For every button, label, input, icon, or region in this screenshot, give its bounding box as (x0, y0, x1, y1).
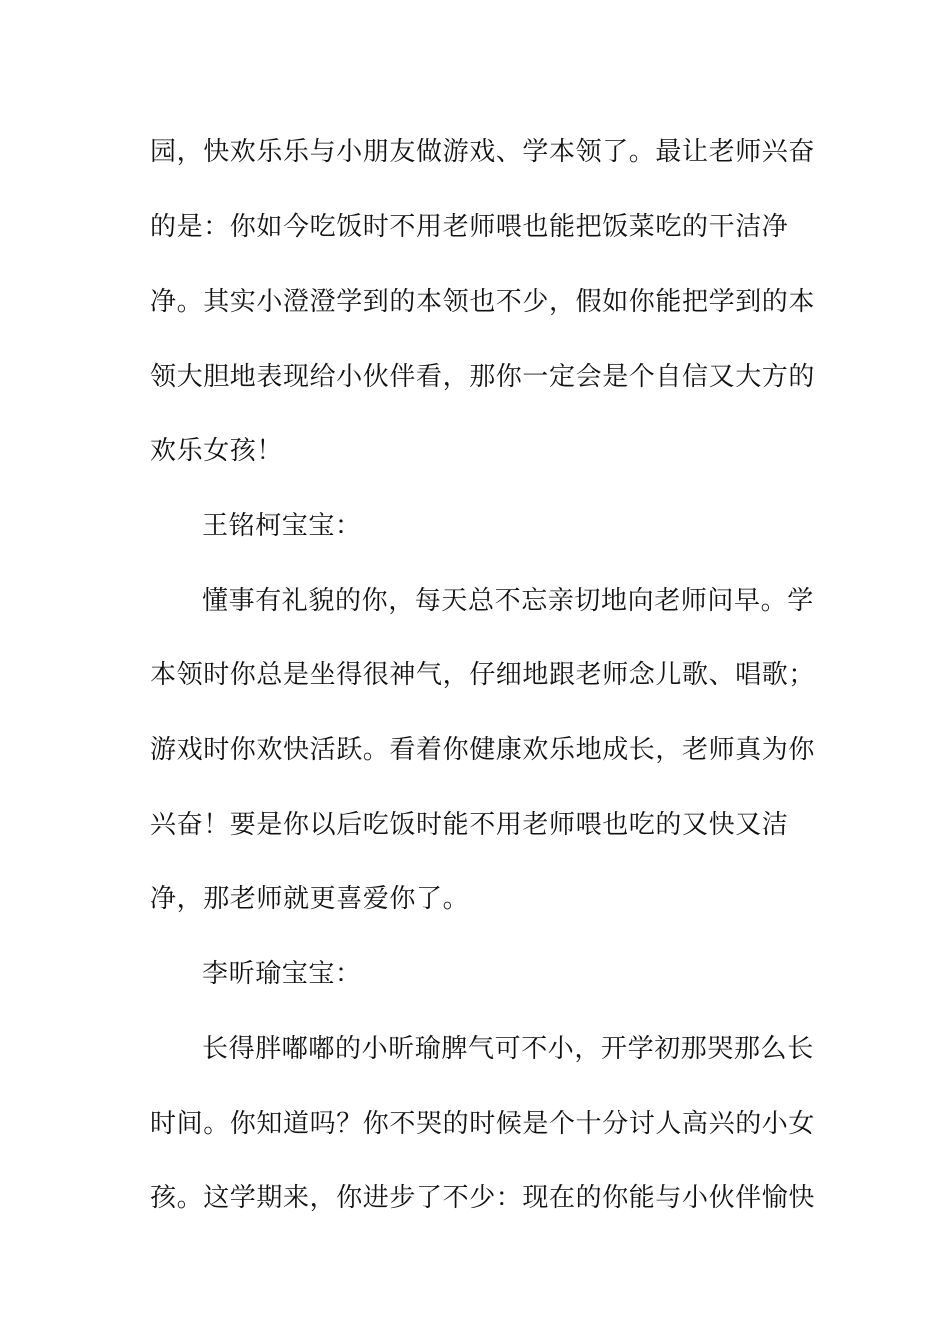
student-heading: 王铭柯宝宝： (202, 511, 362, 541)
paragraph-line: 园，快欢乐乐与小朋友做游戏、学本领了。最让老师兴奋 (150, 137, 816, 167)
paragraph-line: 领大胆地表现给小伙伴看，那你一定会是个自信又大方的 (150, 362, 816, 392)
paragraph-line: 孩。这学期来，你进步了不少：现在的你能与小伙伴愉快 (150, 1183, 816, 1213)
paragraph-line: 的是：你如今吃饭时不用老师喂也能把饭菜吃的干洁净 (150, 212, 789, 242)
paragraph-line: 懂事有礼貌的你，每天总不忘亲切地向老师问早。学 (202, 586, 814, 616)
paragraph-line: 长得胖嘟嘟的小昕瑜脾气可不小，开学初那哭那么长 (202, 1034, 814, 1064)
paragraph-line: 净，那老师就更喜爱你了。 (150, 884, 470, 914)
paragraph-line: 本领时你总是坐得很神气，仔细地跟老师念儿歌、唱歌； (150, 660, 816, 690)
paragraph-line: 时间。你知道吗？你不哭的时候是个十分讨人高兴的小女 (150, 1109, 816, 1139)
paragraph-line: 欢乐女孩！ (150, 436, 284, 466)
paragraph-line: 游戏时你欢快活跃。看着你健康欢乐地成长，老师真为你 (150, 735, 816, 765)
paragraph-line: 净。其实小澄澄学到的本领也不少，假如你能把学到的本 (150, 287, 816, 317)
paragraph-line: 兴奋！要是你以后吃饭时能不用老师喂也吃的又快又洁 (150, 810, 789, 840)
student-heading: 李昕瑜宝宝： (202, 959, 362, 989)
